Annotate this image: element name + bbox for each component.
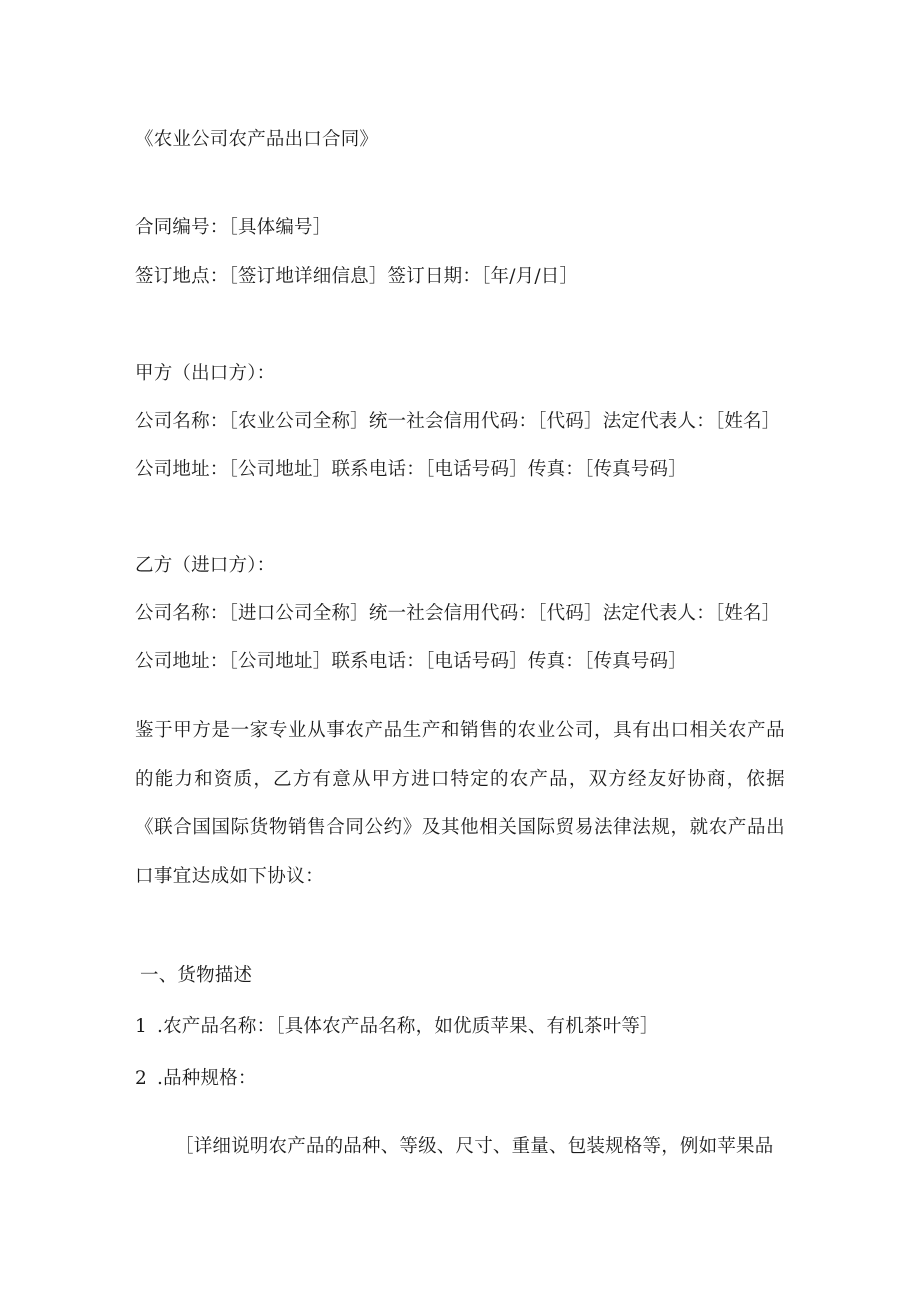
variety-spec-detail: ［详细说明农产品的品种、等级、尺寸、重量、包装规格等，例如苹果品 bbox=[175, 1136, 774, 1157]
list-number: 1 bbox=[135, 1016, 147, 1037]
document-title: 《农业公司农产品出口合同》 bbox=[135, 129, 379, 150]
preamble-paragraph: 鉴于甲方是一家专业从事农产品生产和销售的农业公司，具有出口相关农产品的能力和资质，乙方有意从甲方进口特定的农产品，双方经友好协商，依据《联合国国际货物销售合同公约》及其他相关国际贸易法律法规，就农产品出口事宜达成如下协议： bbox=[135, 720, 785, 887]
list-item-variety-spec bbox=[135, 1066, 257, 1092]
party-b-address-line: 公司地址：［公司地址］联系电话：［电话号码］传真：［传真号码］ bbox=[135, 651, 687, 672]
party-a-heading: 甲方（出口方）： bbox=[135, 363, 276, 384]
party-a-company-line: 公司名称：［农业公司全称］统一社会信用代码：［代码］法定代表人：［姓名］ bbox=[135, 411, 781, 432]
list-item-text: .品种规格： bbox=[157, 1068, 257, 1089]
party-b-heading: 乙方（进口方）： bbox=[135, 555, 276, 576]
party-a-address-line: 公司地址：［公司地址］联系电话：［电话号码］传真：［传真号码］ bbox=[135, 459, 687, 480]
list-item-text: .农产品名称：［具体农产品名称，如优质苹果、有机茶叶等］ bbox=[157, 1016, 659, 1037]
party-b-company-line: 公司名称：［进口公司全称］统一社会信用代码：［代码］法定代表人：［姓名］ bbox=[135, 603, 781, 624]
signing-info: 签订地点：［签订地详细信息］签订日期：［年/月/日］ bbox=[135, 266, 579, 287]
contract-number: 合同编号：［具体编号］ bbox=[135, 217, 332, 238]
section-heading-goods: 一、货物描述 bbox=[140, 965, 253, 986]
list-number: 2 bbox=[135, 1068, 147, 1089]
list-item-product-name bbox=[135, 1014, 659, 1040]
